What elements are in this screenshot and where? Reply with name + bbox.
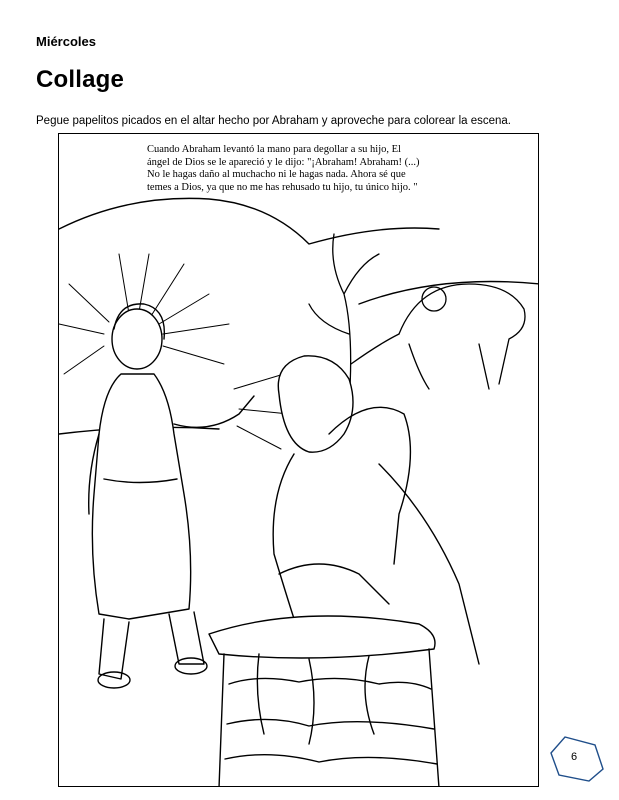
right-hill-line: [359, 282, 539, 305]
light-rays: [59, 254, 289, 449]
hill-line: [59, 198, 439, 244]
ram: [399, 284, 525, 389]
verse-line: ángel de Dios se le apareció y le dijo: "¡Abraham! Abraham! (...): [147, 156, 420, 168]
bible-verse: [147, 144, 447, 194]
instruction-text: Pegue papelitos picados en el altar hecho por Abraham y aproveche para colorear la escena.: [36, 115, 511, 127]
verse-line: Cuando Abraham levantó la mano para degollar a su hijo, El: [147, 144, 401, 155]
verse-line: No le hagas daño al muchacho ni le hagas nada. Ahora sé que: [147, 169, 406, 180]
altar: [209, 616, 439, 787]
page-number: 6: [571, 751, 578, 763]
coloring-illustration: [58, 133, 539, 787]
page-title: Collage: [36, 66, 125, 93]
scene-drawing: [59, 134, 539, 787]
verse-line: temes a Dios, ya que no me has rehusado tu hijo, tu único hijo. ": [147, 181, 418, 193]
day-heading: Miércoles: [36, 34, 96, 49]
